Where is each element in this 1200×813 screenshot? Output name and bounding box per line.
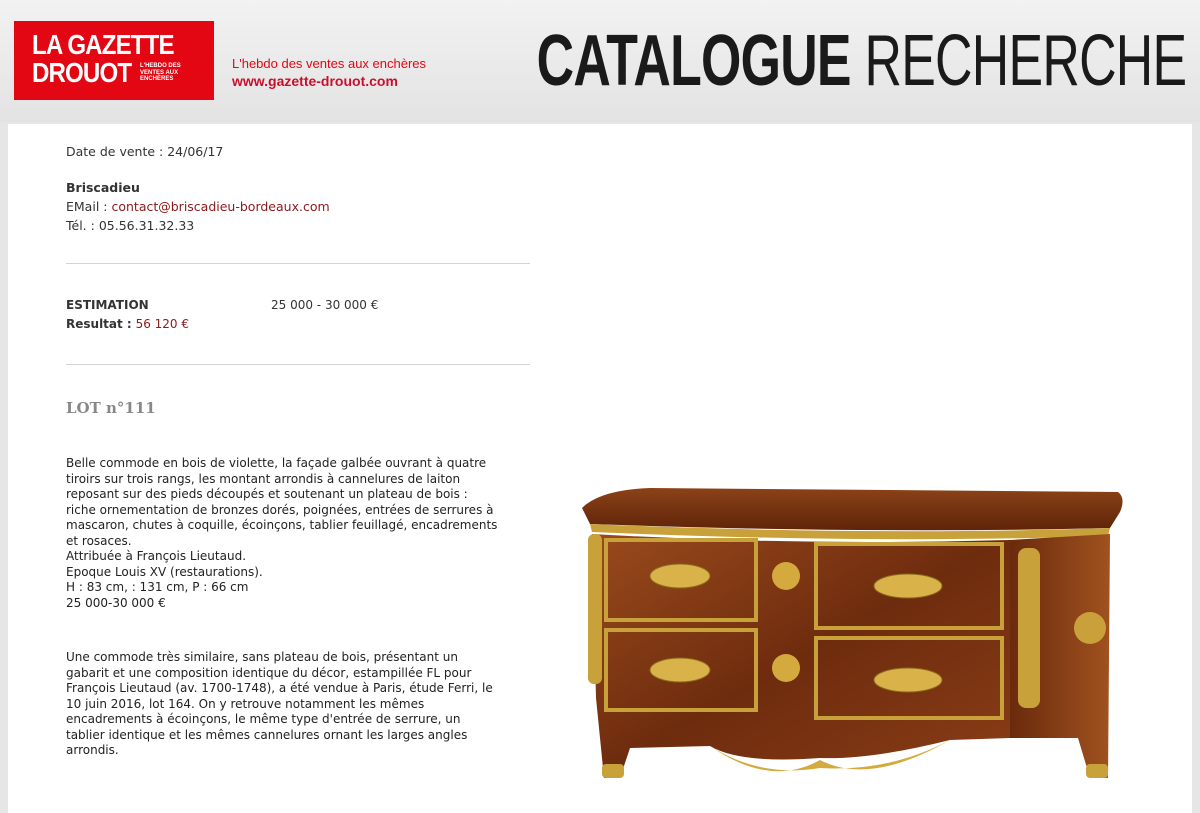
logo-small-text: L'HEBDO DES VENTES AUX ENCHÈRES bbox=[140, 63, 181, 82]
site-header bbox=[0, 0, 1200, 122]
catalogue-banner bbox=[536, 20, 1186, 102]
note-line: encadrements à écoinçons, le même type d'entrée de serrure, un bbox=[66, 712, 461, 726]
email-label: EMail : bbox=[66, 199, 108, 214]
result bbox=[66, 317, 189, 331]
note-line: gabarit et une composition identique du décor, estampillée FL pour bbox=[66, 665, 472, 680]
result-label: Resultat : bbox=[66, 317, 132, 331]
lot-comparison-note bbox=[66, 650, 526, 759]
result-value: 56 120 € bbox=[135, 317, 189, 331]
commode-photo bbox=[570, 368, 1130, 788]
desc-line: riche ornementation de bronzes dorés, poignées, entrées de serrures à bbox=[66, 502, 494, 517]
lot-number: LOT n°111 bbox=[66, 399, 156, 417]
gazette-drouot-logo[interactable] bbox=[14, 21, 214, 100]
phone-label: Tél. : bbox=[66, 218, 95, 233]
note-line: arrondis. bbox=[66, 743, 119, 757]
estimation-value: 25 000 - 30 000 € bbox=[271, 298, 379, 312]
banner-catalogue: CATALOGUE bbox=[536, 21, 851, 101]
logo-line-2: DROUOT bbox=[32, 57, 132, 88]
divider bbox=[66, 263, 530, 264]
desc-line: H : 83 cm, : 131 cm, P : 66 cm bbox=[66, 580, 249, 594]
note-line: 10 juin 2016, lot 164. On y retrouve notamment les mêmes bbox=[66, 696, 425, 711]
desc-line: tiroirs sur trois rangs, les montant arrondis à cannelures de laiton bbox=[66, 471, 461, 486]
lot-card bbox=[8, 124, 1192, 813]
estimation-label: ESTIMATION bbox=[66, 298, 149, 312]
sale-date-label: Date de vente : bbox=[66, 144, 164, 159]
lot-description bbox=[66, 456, 526, 611]
desc-line: mascaron, chutes à coquille, écoinçons, tablier feuillagé, encadrements bbox=[66, 518, 498, 532]
auction-house-phone bbox=[66, 218, 194, 233]
commode-top bbox=[582, 488, 1123, 530]
desc-line: 25 000-30 000 € bbox=[66, 595, 166, 610]
auction-house-email bbox=[66, 199, 330, 214]
desc-line: Belle commode en bois de violette, la façade galbée ouvrant à quatre bbox=[66, 456, 487, 470]
auction-house-name: Briscadieu bbox=[66, 180, 140, 195]
logo-line-1: LA GAZETTE bbox=[32, 29, 174, 60]
desc-line: reposant sur des pieds découpés et soutenant un plateau de bois : bbox=[66, 487, 468, 501]
note-line: François Lieutaud (av. 1700-1748), a été vendue à Paris, étude Ferri, le bbox=[66, 681, 493, 695]
site-url-link[interactable]: www.gazette-drouot.com bbox=[232, 73, 398, 89]
desc-line: et rosaces. bbox=[66, 533, 132, 548]
email-link[interactable]: contact@briscadieu-bordeaux.com bbox=[111, 199, 330, 214]
sale-date-value: 24/06/17 bbox=[167, 144, 224, 159]
phone-value: 05.56.31.32.33 bbox=[98, 218, 195, 233]
note-line: Une commode très similaire, sans plateau de bois, présentant un bbox=[66, 650, 458, 664]
gilt-sabots bbox=[602, 764, 1108, 778]
note-line: tablier identique et les mêmes cannelures ornant les larges angles bbox=[66, 727, 468, 742]
banner-recherche: RECHERCHE bbox=[864, 21, 1186, 101]
desc-line: Epoque Louis XV (restaurations). bbox=[66, 564, 263, 579]
desc-line: Attribuée à François Lieutaud. bbox=[66, 549, 247, 563]
sale-date bbox=[66, 144, 223, 159]
tagline: L'hebdo des ventes aux enchères bbox=[232, 56, 427, 71]
divider bbox=[66, 364, 530, 365]
